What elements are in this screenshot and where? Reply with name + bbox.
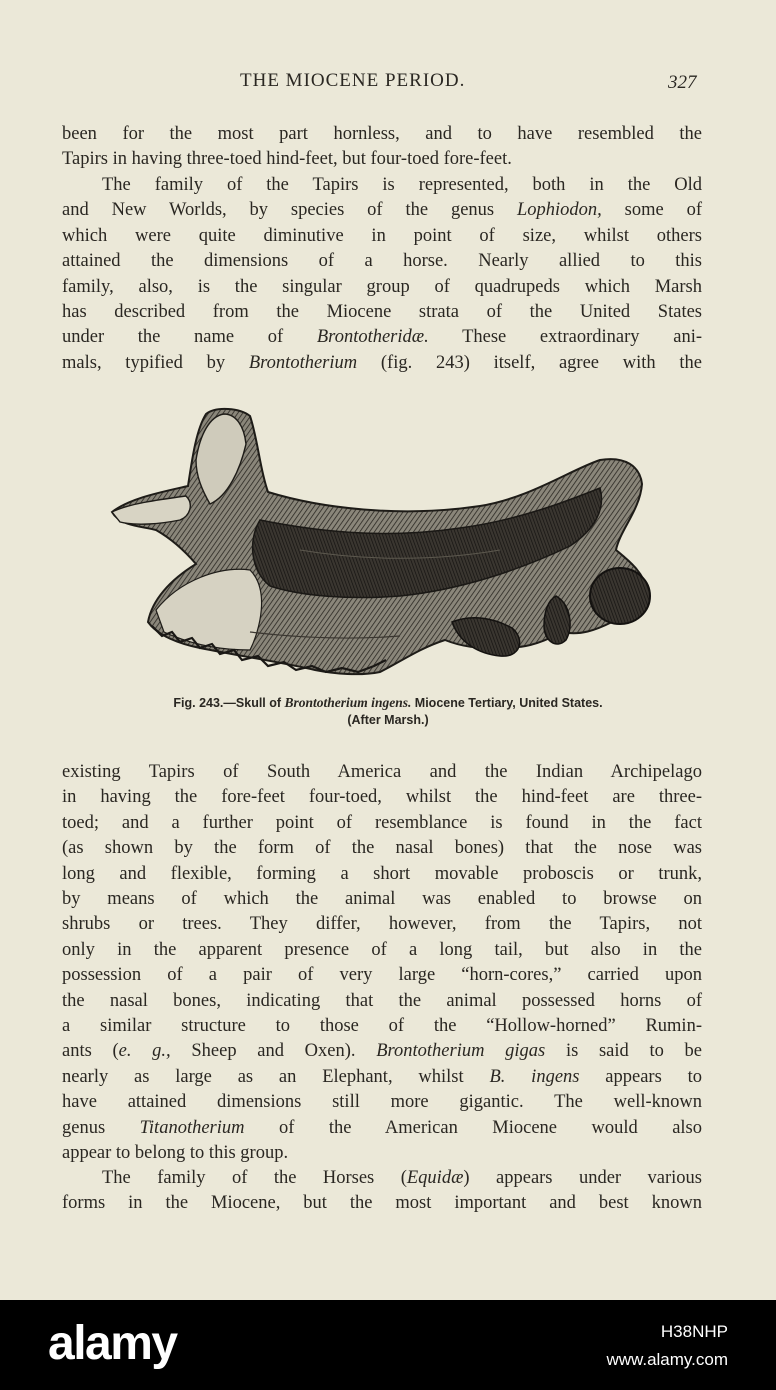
paragraph-tapirs	[62, 173, 702, 376]
text-line: existing Tapirs of South America and the Indian Archipelago	[62, 762, 702, 782]
running-head	[0, 70, 776, 100]
text-line: by means of which the animal was enabled to browse on	[62, 889, 702, 910]
text-line: family, also, is the singular group of quadrupeds which Marsh	[62, 276, 702, 297]
paragraph-continuation	[62, 122, 702, 173]
text-line: has described from the Miocene strata of the United States	[62, 302, 702, 323]
skull-illustration	[100, 400, 660, 690]
text-line: nearly as large as an Elephant, whilst B. ingens appears to	[62, 1066, 702, 1087]
species-name: Brontotherium gigas	[376, 1041, 546, 1062]
text-line: which were quite diminutive in point of size, whilst others	[62, 225, 702, 246]
family-name: Brontotheridæ.	[316, 327, 429, 348]
text-line: appear to belong to this group.	[62, 1143, 289, 1164]
brand-logo: alamy	[48, 1317, 177, 1370]
text-line: in having the fore-feet four-toed, whilst the hind-feet are three-	[62, 787, 702, 808]
running-title: THE MIOCENE PERIOD.	[240, 70, 466, 91]
watermark-banner	[0, 1300, 776, 1390]
text-line: genus Titanotherium of the American Miocene would also	[62, 1117, 702, 1138]
species-name: B. ingens	[489, 1066, 580, 1087]
genus-name: Brontotherium	[248, 352, 358, 373]
text-line: forms in the Miocene, but the most important and best known	[62, 1193, 702, 1214]
text-line: (as shown by the form of the nasal bones) that the nose was	[62, 838, 702, 859]
caption-species: Brontotherium ingens.	[284, 695, 412, 710]
site-url: www.alamy.com	[606, 1350, 728, 1369]
text-line: attained the dimensions of a horse. Nearly allied to this	[62, 251, 702, 272]
text-line: ants (e. g., Sheep and Oxen). Brontotherium gigas is said to be	[62, 1041, 702, 1062]
text-line: the nasal bones, indicating that the animal possessed horns of	[62, 990, 702, 1011]
genus-name: Titanotherium	[139, 1117, 245, 1138]
text-line: under the name of Brontotheridæ. These extraordinary ani-	[62, 327, 702, 348]
figure-brontotherium-skull	[100, 400, 660, 690]
caption-credit: (After Marsh.)	[347, 713, 429, 727]
image-id: H38NHP	[660, 1322, 728, 1341]
text-line: have attained dimensions still more gigantic. The well-known	[62, 1092, 702, 1113]
text-line: long and flexible, forming a short movable proboscis or trunk,	[62, 863, 702, 884]
text-line: been for the most part hornless, and to have resembled the	[62, 124, 702, 144]
text-line: shrubs or trees. They differ, however, from the Tapirs, not	[62, 914, 702, 935]
figure-caption	[60, 694, 716, 729]
text-line: Tapirs in having three-toed hind-feet, but four-toed fore-feet.	[62, 149, 512, 170]
paragraph-horses	[62, 1166, 702, 1217]
paragraph-brontotherium	[62, 760, 702, 1167]
genus-name: Lophiodon,	[516, 200, 602, 221]
abbreviation: e. g.,	[118, 1041, 171, 1062]
text-line: The family of the Horses (Equidæ) appears under various	[102, 1168, 702, 1188]
text-line: a similar structure to those of the “Hollow-horned” Rumin-	[62, 1016, 702, 1037]
text-line: The family of the Tapirs is represented, both in the Old	[102, 175, 702, 195]
caption-locality: Miocene Tertiary, United States.	[411, 696, 603, 710]
text-line: toed; and a further point of resemblance is found in the fact	[62, 812, 702, 833]
page-number: 327	[668, 72, 697, 93]
caption-label: Fig. 243.—Skull of	[173, 696, 285, 710]
text-line: and New Worlds, by species of the genus Lophiodon, some of	[62, 200, 702, 221]
text-line: possession of a pair of very large “horn-cores,” carried upon	[62, 965, 702, 986]
family-name: Equidæ	[406, 1168, 464, 1188]
text-line: mals, typified by Brontotherium (fig. 243) itself, agree with the	[62, 352, 703, 373]
text-line: only in the apparent presence of a long tail, but also in the	[62, 939, 702, 960]
